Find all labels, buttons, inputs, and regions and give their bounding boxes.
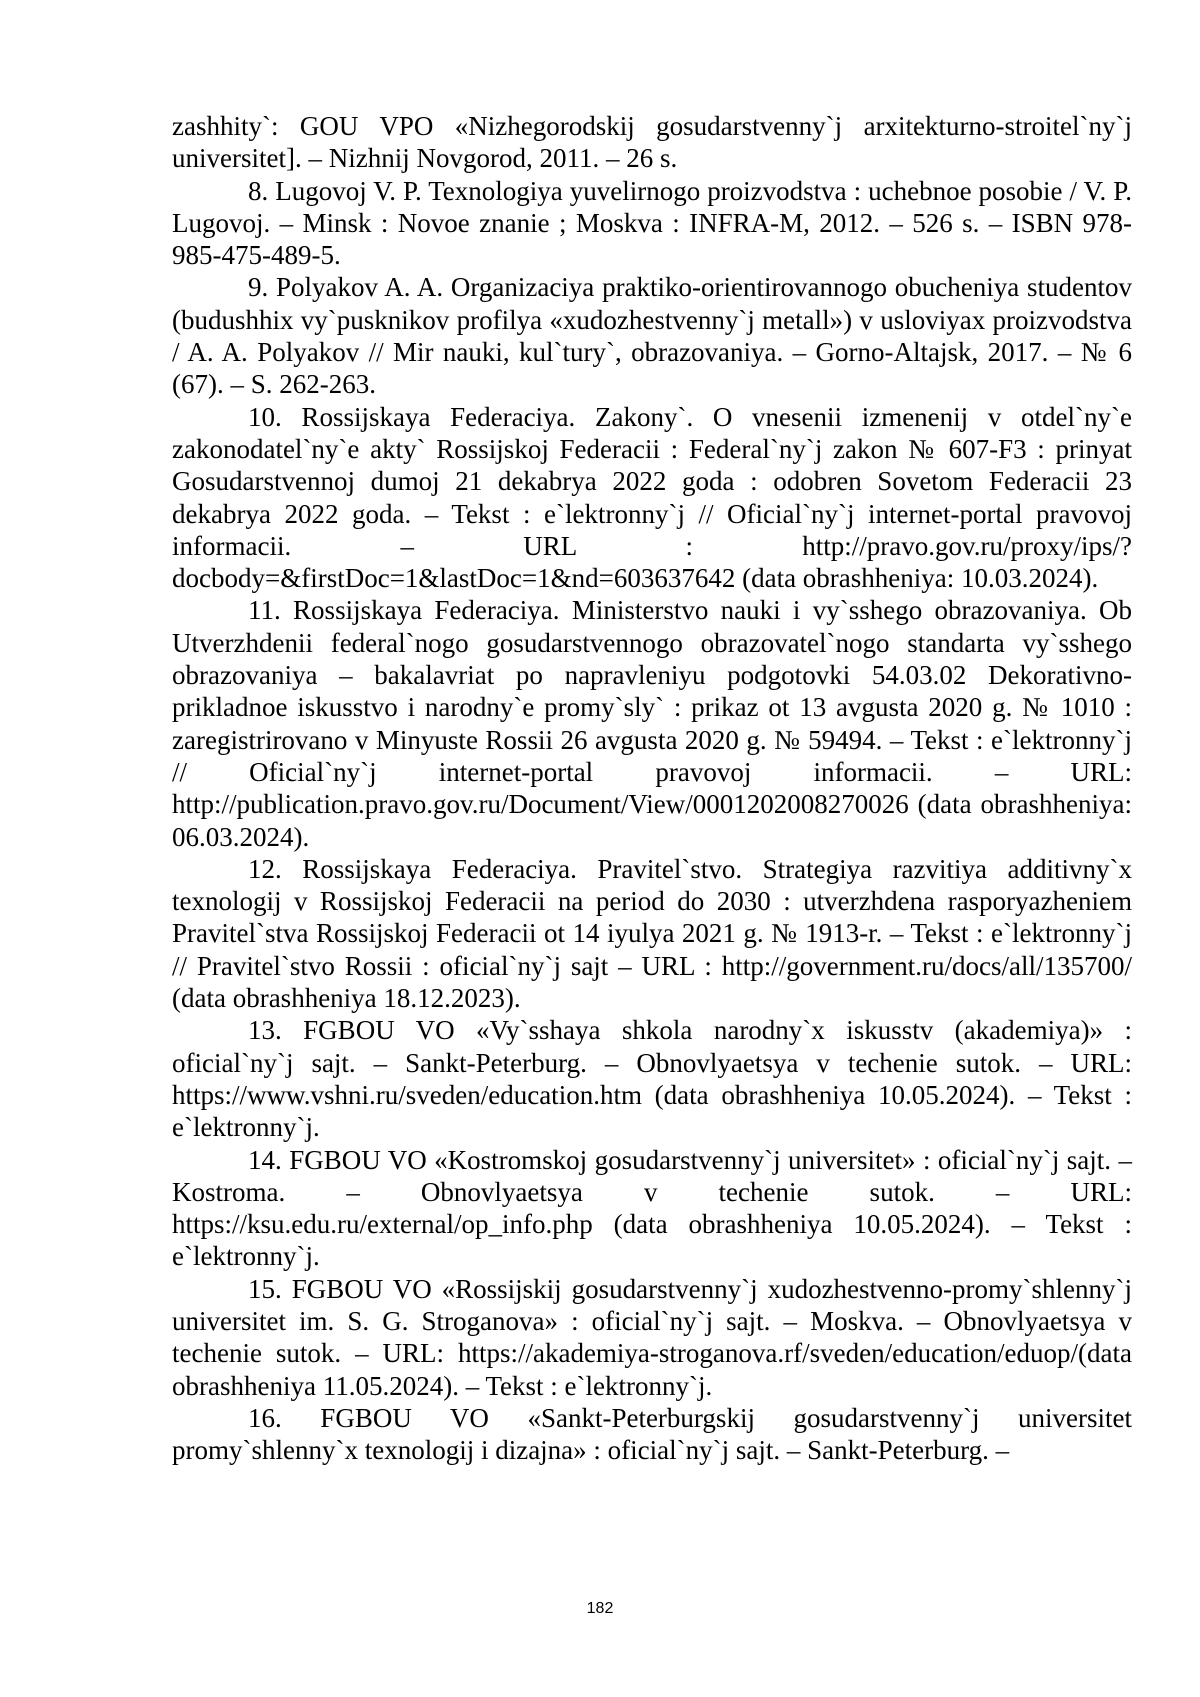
reference-item-15: 15. FGBOU VO «Rossijskij gosudarstvenny`j xudozhestvenno-promy`shlenny`j universitet im. S. G. Stroganova» : oficial`ny`j sajt. – Moskva. – Obnovlyaetsya v techenie sutok. – URL: https://akademiya-stroganova.rf/sveden/education/eduop/(data obrashheniya 11.05.2024). – Tekst : e`lektronny`j. [172,1273,1132,1401]
reference-item-10: 10. Rossijskaya Federaciya. Zakony`. O vnesenii izmenenij v otdel`ny`e zakonodatel`ny`e akty` Rossijskoj Federacii : Federal`ny`j zakon № 607-F3 : prinyat Gosudarstvennoj dumoj 21 dekabrya 2022 goda : odobren Sovetom Federacii 23 dekabrya 2022 goda. – Tekst : e`lektronny`j // Oficial`ny`j internet-portal pravovoj informacii. – URL : http://pravo.gov.ru/proxy/ips/?docbody=&firstDoc=1&lastDoc=1&nd=603637642 (data obrashheniya: 10.03.2024). [172,401,1132,594]
reference-item-14: 14. FGBOU VO «Kostromskoj gosudarstvenny`j universitet» : oficial`ny`j sajt. – Kostroma. – Obnovlyaetsya v techenie sutok. – URL: https://ksu.edu.ru/external/op_info.php (data obrashheniya 10.05.2024). – Tekst : e`lektronny`j. [172,1144,1132,1272]
reference-continuation: zashhity`: GOU VPO «Nizhegorodskij gosudarstvenny`j arxitekturno-stroitel`ny`j universitet]. – Nizhnij Novgorod, 2011. – 26 s. [172,111,1132,174]
reference-item-16: 16. FGBOU VO «Sankt-Peterburgskij gosudarstvenny`j universitet promy`shlenny`x texnologij i dizajna» : oficial`ny`j sajt. – Sankt-Peterburg. – [172,1402,1132,1466]
reference-item-9: 9. Polyakov A. A. Organizaciya praktiko-orientirovannogo obucheniya studentov (budushhix vy`pusknikov profilya «xudozhestvenny`j metall») v usloviyax proizvodstva / A. A. Polyakov // Mir nauki, kul`tury`, obrazovaniya. – Gorno-Altajsk, 2017. – № 6 (67). – S. 262-263. [172,272,1132,400]
reference-item-13: 13. FGBOU VO «Vy`sshaya shkola narodny`x iskusstv (akademiya)» : oficial`ny`j sajt. – Sankt-Peterburg. – Obnovlyaetsya v techenie sutok. – URL: https://www.vshni.ru/sveden/education.htm (data obrashheniya 10.05.2024). – Tekst : e`lektronny`j. [172,1015,1132,1143]
reference-item-11: 11. Rossijskaya Federaciya. Ministerstvo nauki i vy`sshego obrazovaniya. Ob Utverzhdenii federal`nogo gosudarstvennogo obrazovatel`nogo standarta vy`sshego obrazovaniya – bakalavriat po napravleniyu podgotovki 54.03.02 Dekorativno-prikladnoe iskusstvo i narodny`e promy`sly` : prikaz ot 13 avgusta 2020 g. № 1010 : zaregistrirovano v Minyuste Rossii 26 avgusta 2020 g. № 59494. – Tekst : e`lektronny`j // Oficial`ny`j internet-portal pravovoj informacii. – URL: http://publication.pravo.gov.ru/Document/View/0001202008270026 (data obrashheniya: 06.03.2024). [172,595,1132,852]
reference-item-8: 8. Lugovoj V. P. Texnologiya yuvelirnogo proizvodstva : uchebnoe posobie / V. P. Lugovoj. – Minsk : Novoe znanie ; Moskva : INFRA-M, 2012. – 526 s. – ISBN 978-985-475-489-5. [172,175,1132,271]
reference-item-12: 12. Rossijskaya Federaciya. Pravitel`stvo. Strategiya razvitiya additivny`x texnologij v Rossijskoj Federacii na period do 2030 : utverzhdena rasporyazheniem Pravitel`stva Rossijskoj Federacii ot 14 iyulya 2021 g. № 1913-r. – Tekst : e`lektronny`j // Pravitel`stvo Rossii : oficial`ny`j sajt – URL : http://government.ru/docs/all/135700/ (data obrashheniya 18.12.2023). [172,853,1132,1014]
page-number: 182 [586,1600,614,1617]
reference-list [172,110,1132,1466]
